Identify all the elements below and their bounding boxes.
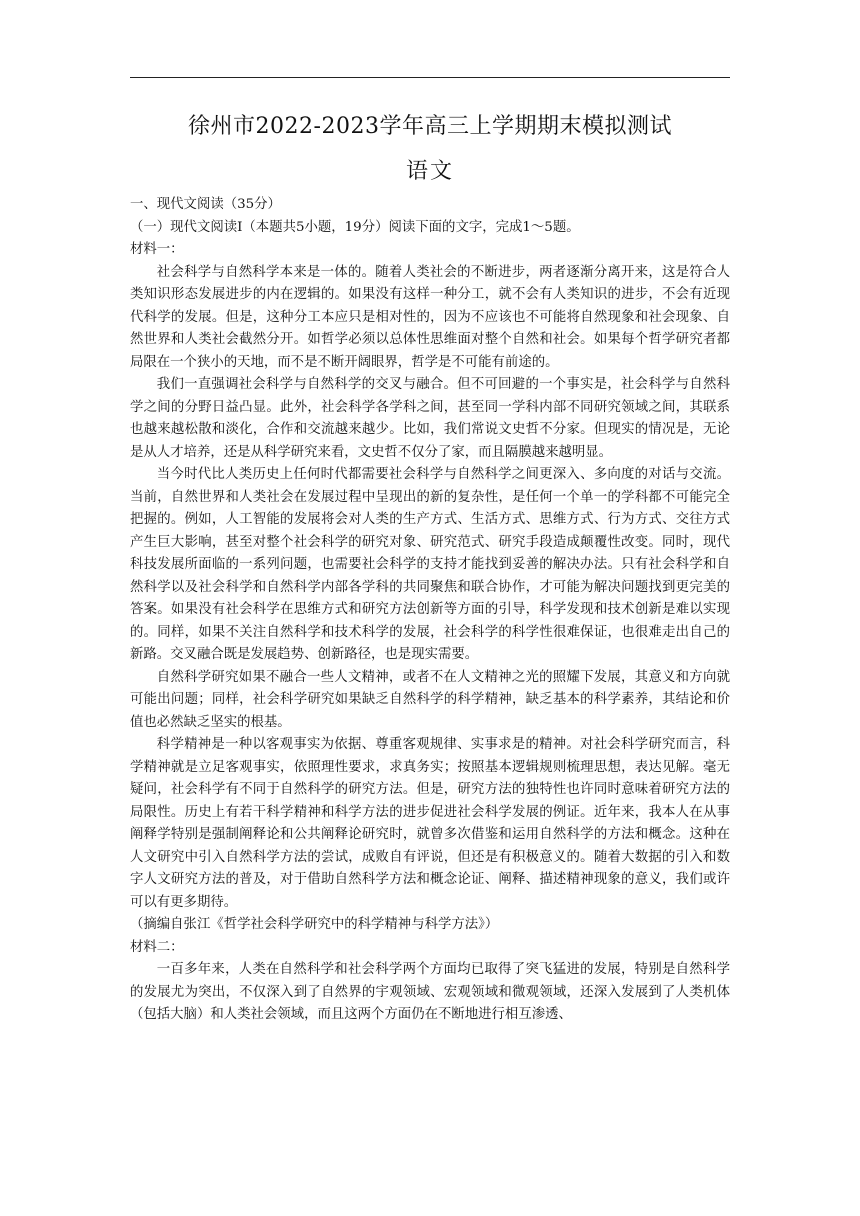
material1-paragraph: 我们一直强调社会科学与自然科学的交叉与融合。但不可回避的一个事实是，社会科学与自然科学之间的分野日益凸显。此外，社会科学各学科之间，甚至同一学科内部不同研究领域之间，其联系也越来越松散和淡化，合作和交流越来越少。比如，我们常说文史哲不分家。但现实的情况是，无论是从人才培养，还是从科学研究来看，文史哲不仅分了家，而且隔膜越来越明显。	[130, 377, 730, 460]
material2-label: 材料二：	[130, 939, 184, 955]
source-note: （摘编自张江《哲学社会科学研究中的科学精神与科学方法》）	[130, 917, 499, 932]
material1-paragraph: 自然科学研究如果不融合一些人文精神，或者不在人文精神之光的照耀下发展，其意义和方向就可能出问题；同样，社会科学研究如果缺乏自然科学的科学精神，缺乏基本的科学素养，其结论和价值也必然缺乏坚实的根基。	[130, 669, 730, 730]
subsection-heading: （一）现代文阅读Ⅰ（本题共5小题，19分）阅读下面的文字，完成1～5题。	[130, 219, 580, 235]
header-rule	[130, 77, 730, 78]
section-heading: 一、现代文阅读（35分）	[130, 197, 281, 212]
material1-paragraph: 社会科学与自然科学本来是一体的。随着人类社会的不断进步，两者逐渐分离开来，这是符合人类知识形态发展进步的内在逻辑的。如果没有这样一种分工，就不会有人类知识的进步，不会有近现代科学的发展。但是，这种分工本应只是相对性的，因为不应该也不可能将自然现象和社会现象、自然世界和人类社会截然分开。如哲学必须以总体性思维面对整个自然和社会。如果每个哲学研究者都局限在一个狭小的天地，而不是不断开阔眼界，哲学是不可能有前途的。	[130, 264, 730, 370]
material1-paragraph: 当今时代比人类历史上任何时代都需要社会科学与自然科学之间更深入、多向度的对话与交流。当前，自然世界和人类社会在发展过程中呈现出的新的复杂性，是任何一个单一的学科都不可能完全把握的。例如，人工智能的发展将会对人类的生产方式、生活方式、思维方式、行为方式、交往方式产生巨大影响，甚至对整个社会科学的研究对象、研究范式、研究手段造成颠覆性改变。同时，现代科技发展所面临的一系列问题，也需要社会科学的支持才能找到妥善的解决办法。只有社会科学和自然科学以及社会科学和自然科学内部各学科的共同聚焦和联合协作，才可能为解决问题找到更完美的答案。如果没有社会科学在思维方式和研究方法创新等方面的引导，科学发现和技术创新是难以实现的。同样，如果不关注自然科学和技术科学的发展，社会科学的科学性很难保证，也很难走出自己的新路。交叉融合既是发展趋势、创新路径，也是现实需要。	[130, 467, 730, 662]
document-body	[130, 194, 730, 1027]
subject-title: 语文	[405, 159, 454, 184]
material1-paragraph: 科学精神是一种以客观事实为依据、尊重客观规律、实事求是的精神。对社会科学研究而言，科学精神就是立足客观事实，依照理性要求，求真务实；按照基本逻辑规则梳理思想，表达见解。毫无疑问，社会科学有不同于自然科学的研究方法。但是，研究方法的独特性也许同时意味着研究方法的局限性。历史上有若干科学精神和科学方法的进步促进社会科学发展的例证。近年来，我本人在从事阐释学特别是强制阐释论和公共阐释论研究时，就曾多次借鉴和运用自然科学的方法和概念。这种在人文研究中引入自然科学方法的尝试，成败自有评说，但还是有积极意义的。随着大数据的引入和数字人文研究方法的普及，对于借助自然科学方法和概念论证、阐释、描述精神现象的意义，我们或许可以有更多期待。	[130, 737, 730, 910]
document-title: 徐州市2022-2023学年高三上学期期末模拟测试	[188, 114, 672, 139]
material2-paragraph: 一百多年来，人类在自然科学和社会科学两个方面均已取得了突飞猛进的发展，特别是自然科学的发展尤为突出，不仅深入到了自然界的宇观领域、宏观领域和微观领域，还深入发展到了人类机体（包括大脑）和人类社会领域，而且这两个方面仍在不断地进行相互渗透、	[130, 962, 730, 1022]
material1-label: 材料一：	[130, 242, 184, 257]
